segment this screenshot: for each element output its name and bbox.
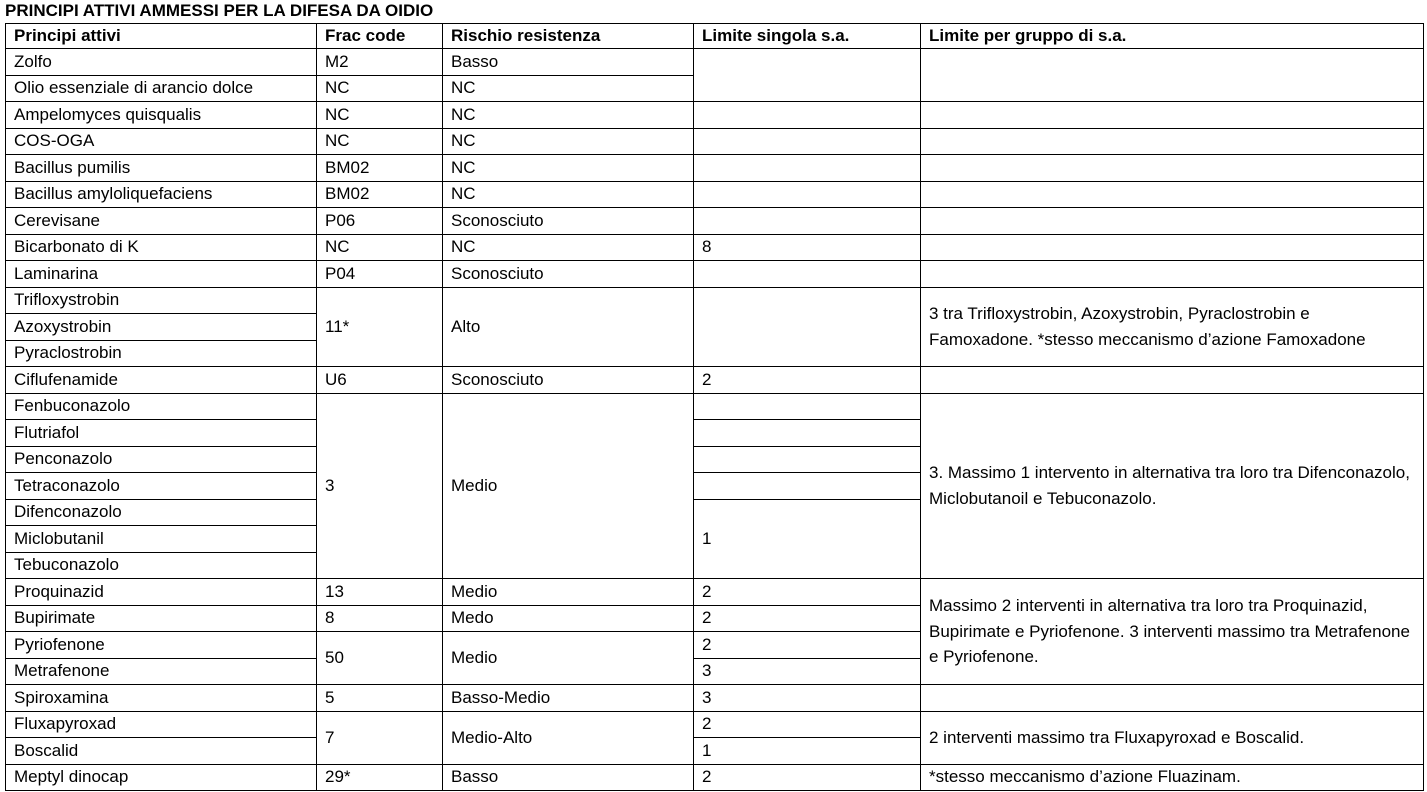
cell-limite-singola: 2 [694,579,921,606]
cell-limite-singola: 2 [694,711,921,738]
table-row [6,155,1424,182]
cell-frac: BM02 [317,155,443,182]
cell-limite-singola: 2 [694,605,921,632]
cell-limite-gruppo [921,685,1424,712]
cell-rischio: NC [443,155,694,182]
cell-rischio: Sconosciuto [443,367,694,394]
cell-principio: Tetraconazolo [6,473,317,500]
cell-principio: Proquinazid [6,579,317,606]
cell-principio: Bicarbonato di K [6,234,317,261]
cell-principio: Ciflufenamide [6,367,317,394]
table-row [6,181,1424,208]
cell-rischio: NC [443,234,694,261]
cell-principio: Miclobutanil [6,526,317,553]
cell-limite-singola [694,261,921,288]
cell-frac: 5 [317,685,443,712]
cell-principio: Boscalid [6,738,317,765]
cell-principio: Azoxystrobin [6,314,317,341]
cell-frac: M2 [317,49,443,76]
cell-principio: Fluxapyroxad [6,711,317,738]
cell-principio: Spiroxamina [6,685,317,712]
cell-rischio: NC [443,102,694,129]
cell-limite-singola [694,420,921,447]
cell-limite-gruppo [921,102,1424,129]
cell-frac: 7 [317,711,443,764]
cell-limite-singola: 2 [694,764,921,791]
cell-frac: BM02 [317,181,443,208]
cell-principio: Bacillus pumilis [6,155,317,182]
cell-frac: 8 [317,605,443,632]
cell-limite-gruppo: 2 interventi massimo tra Fluxapyroxad e Boscalid. [921,711,1424,764]
cell-principio: Bupirimate [6,605,317,632]
cell-principio: Flutriafol [6,420,317,447]
cell-frac: NC [317,234,443,261]
cell-principio: Trifloxystrobin [6,287,317,314]
table-row [6,579,1424,606]
cell-principio: Meptyl dinocap [6,764,317,791]
cell-limite-singola [694,128,921,155]
cell-rischio: NC [443,75,694,102]
cell-frac: 13 [317,579,443,606]
cell-limite-singola [694,49,921,102]
cell-frac: NC [317,75,443,102]
cell-rischio: Medio [443,393,694,579]
cell-frac: U6 [317,367,443,394]
cell-principio: COS-OGA [6,128,317,155]
cell-limite-singola [694,208,921,235]
table-row [6,367,1424,394]
header-limite-gruppo: Limite per gruppo di s.a. [921,24,1424,49]
cell-limite-gruppo [921,234,1424,261]
cell-principio: Difenconazolo [6,499,317,526]
cell-limite-gruppo [921,367,1424,394]
cell-rischio: Alto [443,287,694,367]
header-frac-code: Frac code [317,24,443,49]
cell-frac: 29* [317,764,443,791]
cell-limite-gruppo [921,128,1424,155]
cell-frac: NC [317,102,443,129]
cell-rischio: Sconosciuto [443,208,694,235]
table-row [6,261,1424,288]
cell-principio: Olio essenziale di arancio dolce [6,75,317,102]
cell-principio: Metrafenone [6,658,317,685]
cell-limite-gruppo: *stesso meccanismo d’azione Fluazinam. [921,764,1424,791]
cell-limite-singola: 2 [694,367,921,394]
cell-limite-singola [694,473,921,500]
cell-limite-gruppo [921,181,1424,208]
cell-limite-singola [694,102,921,129]
table-row [6,49,1424,76]
cell-limite-singola: 8 [694,234,921,261]
cell-limite-gruppo [921,261,1424,288]
cell-limite-singola [694,155,921,182]
cell-principio: Zolfo [6,49,317,76]
cell-limite-singola [694,181,921,208]
cell-limite-singola: 3 [694,658,921,685]
cell-rischio: Medio-Alto [443,711,694,764]
table-row [6,128,1424,155]
cell-principio: Laminarina [6,261,317,288]
cell-frac: 3 [317,393,443,579]
cell-principio: Pyriofenone [6,632,317,659]
cell-limite-singola: 1 [694,738,921,765]
table-row [6,208,1424,235]
header-limite-singola: Limite singola s.a. [694,24,921,49]
cell-limite-singola [694,287,921,367]
cell-principio: Bacillus amyloliquefaciens [6,181,317,208]
cell-rischio: Basso-Medio [443,685,694,712]
cell-frac: 50 [317,632,443,685]
table-row [6,764,1424,791]
cell-limite-singola [694,446,921,473]
cell-rischio: NC [443,128,694,155]
cell-rischio: Basso [443,764,694,791]
table-row [6,287,1424,314]
table-row [6,711,1424,738]
header-row [6,24,1424,49]
cell-rischio: Medo [443,605,694,632]
cell-rischio: Sconosciuto [443,261,694,288]
cell-frac: P06 [317,208,443,235]
cell-limite-gruppo: 3 tra Trifloxystrobin, Azoxystrobin, Pyraclostrobin e Famoxadone. *stesso meccanismo d’azione Famoxadone [921,287,1424,367]
cell-limite-singola: 3 [694,685,921,712]
cell-frac: 11* [317,287,443,367]
cell-principio: Fenbuconazolo [6,393,317,420]
table-row [6,102,1424,129]
header-principi-attivi: Principi attivi [6,24,317,49]
cell-limite-singola: 2 [694,632,921,659]
cell-limite-gruppo: Massimo 2 interventi in alternativa tra loro tra Proquinazid, Bupirimate e Pyriofenone. 3 interventi massimo tra Metrafenone e Pyriofenone. [921,579,1424,685]
table-row [6,685,1424,712]
cell-rischio: Basso [443,49,694,76]
cell-principio: Tebuconazolo [6,552,317,579]
table-row [6,393,1424,420]
table-row [6,234,1424,261]
cell-rischio: Medio [443,579,694,606]
cell-principio: Pyraclostrobin [6,340,317,367]
cell-rischio: NC [443,181,694,208]
cell-limite-gruppo [921,155,1424,182]
cell-frac: NC [317,128,443,155]
header-rischio-resistenza: Rischio resistenza [443,24,694,49]
cell-limite-gruppo: 3. Massimo 1 intervento in alternativa tra loro tra Difenconazolo, Miclobutanoil e Tebuconazolo. [921,393,1424,579]
cell-rischio: Medio [443,632,694,685]
cell-principio: Ampelomyces quisqualis [6,102,317,129]
active-ingredients-table [5,23,1424,791]
cell-principio: Cerevisane [6,208,317,235]
document-title: PRINCIPI ATTIVI AMMESSI PER LA DIFESA DA OIDIO [5,1,434,20]
cell-limite-gruppo [921,208,1424,235]
cell-limite-singola [694,393,921,420]
cell-limite-singola: 1 [694,499,921,579]
cell-frac: P04 [317,261,443,288]
cell-limite-gruppo [921,49,1424,102]
cell-principio: Penconazolo [6,446,317,473]
